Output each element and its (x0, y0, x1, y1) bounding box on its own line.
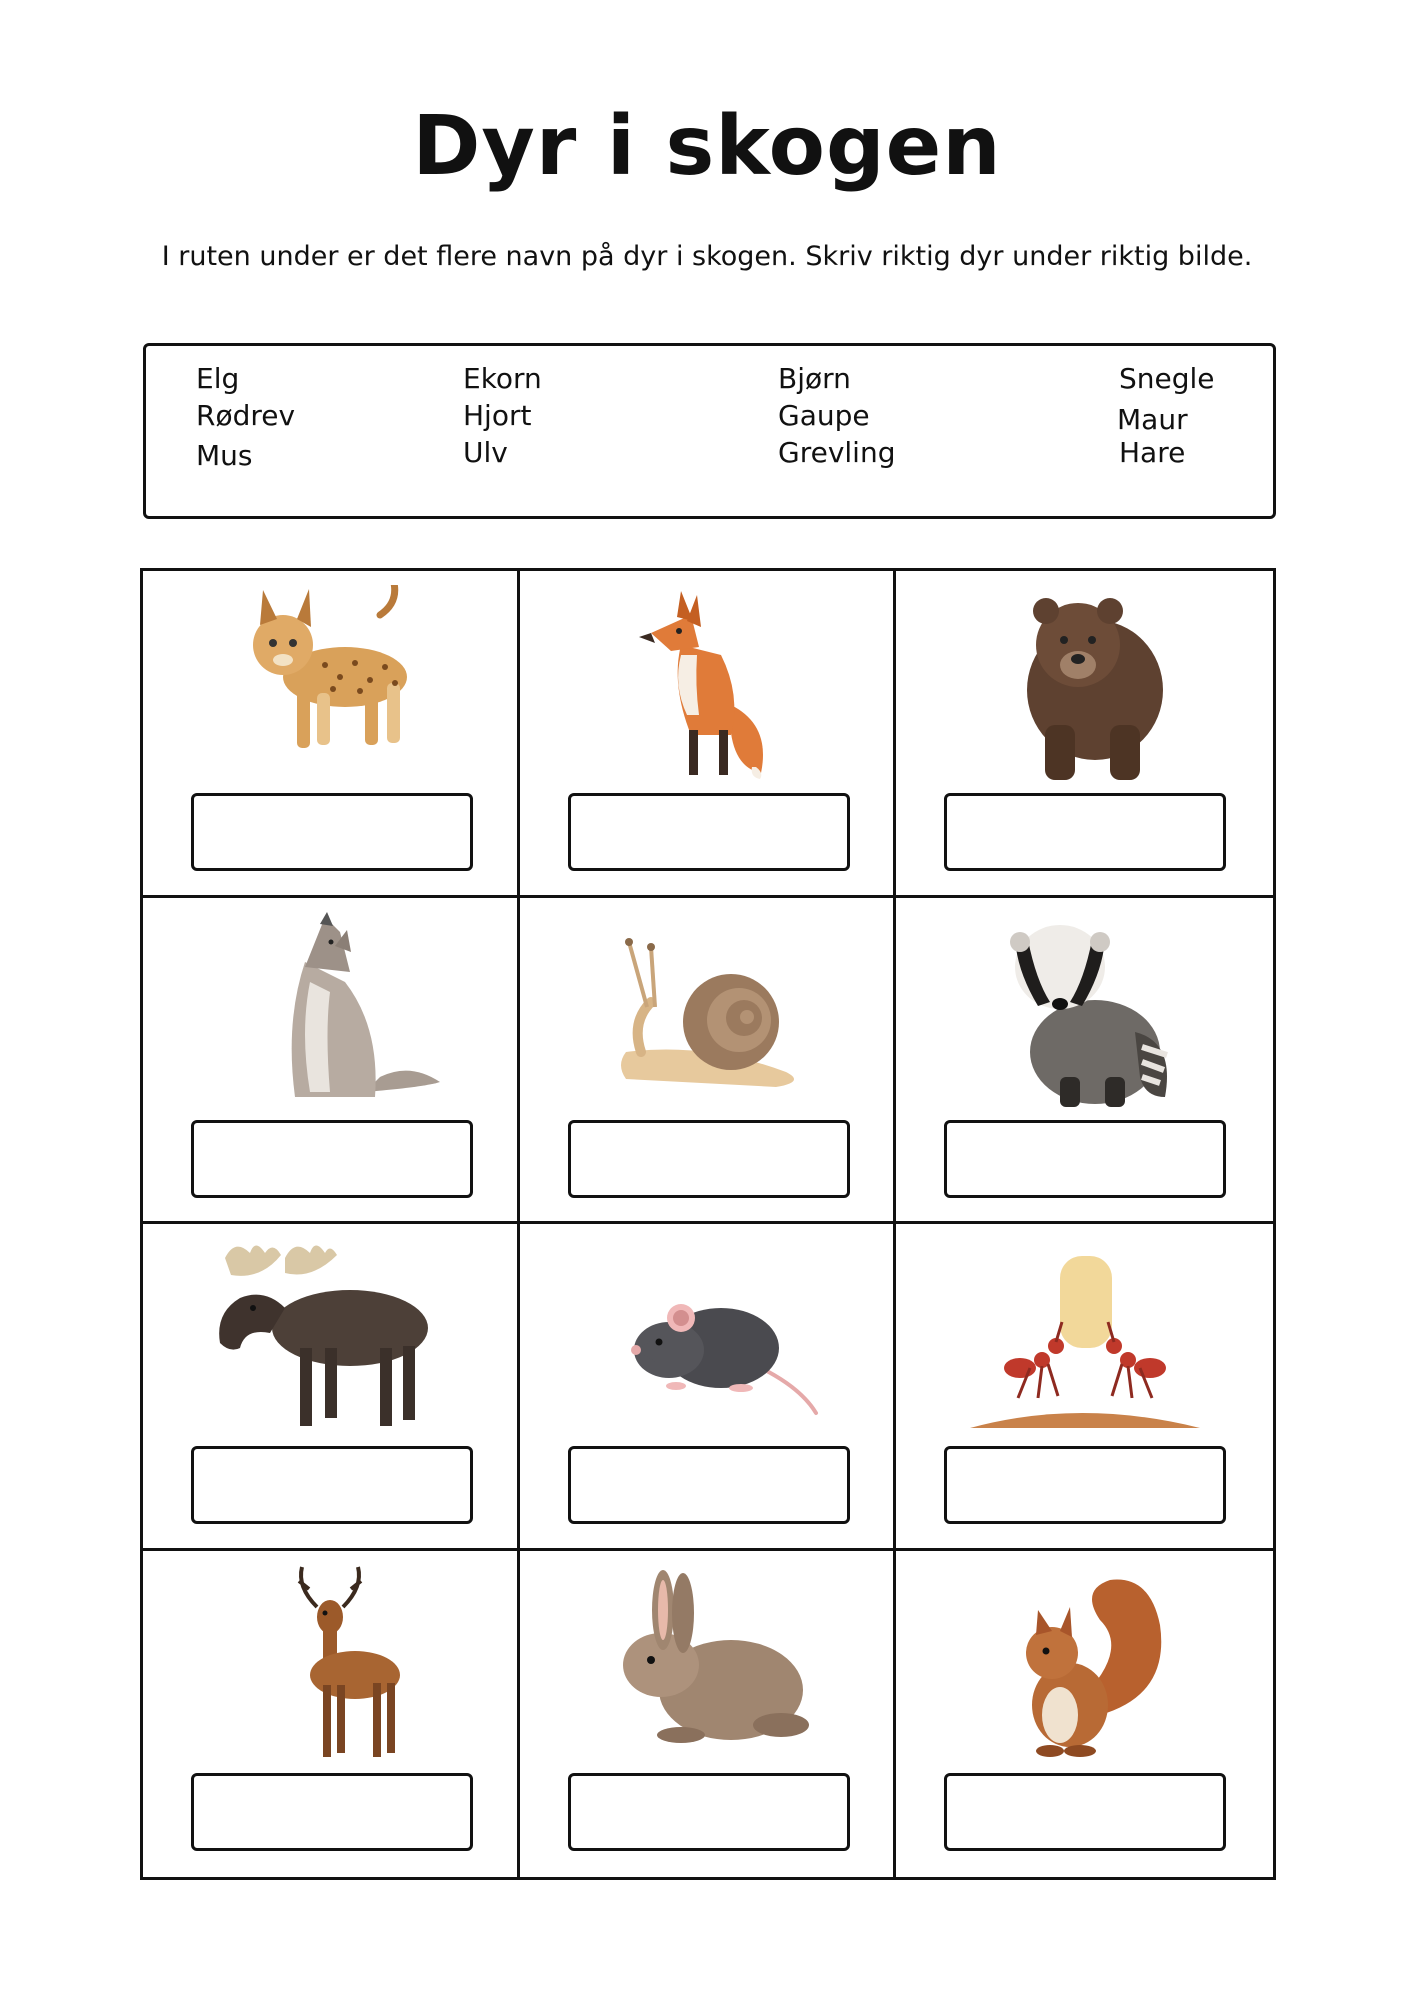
animal-card (143, 571, 520, 898)
hare-illustration (581, 1565, 831, 1765)
answer-box[interactable] (191, 1120, 473, 1198)
moose-illustration (205, 1238, 455, 1438)
word-bank-word: Grevling (778, 436, 896, 469)
word-bank-word: Ulv (463, 436, 508, 469)
word-bank-word: Ekorn (463, 362, 542, 395)
answer-box[interactable] (191, 1773, 473, 1851)
animal-card (896, 571, 1273, 898)
badger-illustration (960, 912, 1210, 1112)
red-fox-illustration (581, 585, 831, 785)
answer-box[interactable] (191, 1446, 473, 1524)
animal-card (896, 1224, 1273, 1551)
mouse-illustration (581, 1238, 831, 1438)
word-bank (143, 343, 1276, 519)
answer-box[interactable] (568, 793, 850, 871)
word-bank-word: Snegle (1119, 362, 1215, 395)
snail-illustration (581, 912, 831, 1112)
word-bank-word: Maur (1117, 403, 1188, 436)
animal-grid (140, 568, 1276, 1880)
animal-card (520, 1551, 897, 1878)
brown-bear-illustration (960, 585, 1210, 785)
word-bank-word: Bjørn (778, 362, 851, 395)
animal-card (520, 1224, 897, 1551)
squirrel-illustration (960, 1565, 1210, 1765)
answer-box[interactable] (191, 793, 473, 871)
word-bank-word: Elg (196, 362, 240, 395)
animal-card (520, 898, 897, 1225)
animal-card (143, 1224, 520, 1551)
answer-box[interactable] (944, 1446, 1226, 1524)
answer-box[interactable] (944, 1120, 1226, 1198)
animal-card (896, 1551, 1273, 1878)
instructions-text: I ruten under er det flere navn på dyr i skogen. Skriv riktig dyr under riktig bilde. (161, 241, 1253, 272)
word-bank-word: Hjort (463, 399, 532, 432)
word-bank-word: Gaupe (778, 399, 870, 432)
animal-card (143, 1551, 520, 1878)
animal-card (143, 898, 520, 1225)
worksheet-title: Dyr i skogen (412, 99, 1002, 194)
word-bank-word: Hare (1119, 436, 1186, 469)
answer-box[interactable] (568, 1446, 850, 1524)
ants-illustration (960, 1238, 1210, 1438)
answer-box[interactable] (568, 1773, 850, 1851)
lynx-illustration (205, 585, 455, 785)
deer-illustration (205, 1565, 455, 1765)
answer-box[interactable] (568, 1120, 850, 1198)
word-bank-word: Rødrev (196, 399, 296, 432)
animal-card (520, 571, 897, 898)
howling-wolf-illustration (205, 912, 455, 1112)
answer-box[interactable] (944, 1773, 1226, 1851)
animal-card (896, 898, 1273, 1225)
word-bank-word: Mus (196, 439, 253, 472)
answer-box[interactable] (944, 793, 1226, 871)
